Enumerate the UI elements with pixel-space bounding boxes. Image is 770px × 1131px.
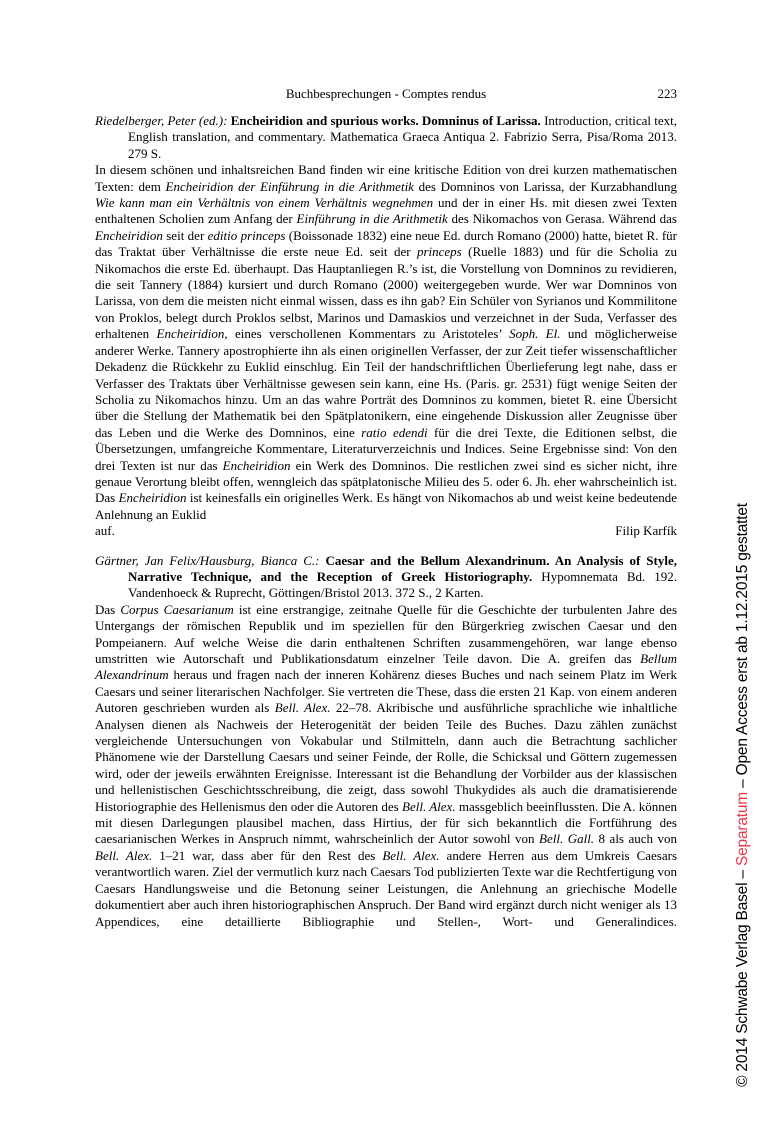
copyright-separatum-notice: © 2014 Schwabe Verlag Basel – Separatum – Open Access erst ab 1.12.2015 gestattet [734,503,751,1087]
page-number: 223 [657,86,677,101]
text-column [95,86,677,930]
review-citation: Gärtner, Jan Felix/Hausburg, Bianca C.: Caesar and the Bellum Alexandrinum. An Analysis of Style, Narrative Technique, and the Reception of Greek Historiography. Hypomnemata Bd. 192. Vandenhoeck & Ruprecht, Göttingen/Bristol 2013. 372 S., 2 Karten. [95,552,677,601]
body-last-word: auf. [95,523,115,539]
review-citation: Riedelberger, Peter (ed.): Encheiridion and spurious works. Domninus of Larissa. Introduction, critical text, English translation, and commentary. Mathematica Graeca Antiqua 2. Fabrizio Serra, Pisa/Roma 2013. 279 S. [95,113,677,161]
review-body: Das Corpus Caesarianum ist eine erstrangige, zeitnahe Quelle für die Geschichte der turbulenten Jahre des Untergangs der römischen Republik und im speziellen für den Bürgerkrieg zwischen Caesar und den Pompeianern. Auf welche Weise die darin enthaltenen Schriften zusammengehören, war lange ebenso umstritten wie Autorschaft und Publikationsdatum einzelner Teile davon. Die A. greifen das Bellum Alexandrinum heraus und fragen nach der inneren Kohärenz dieses Buches und nach seinem Platz im Werk Caesars und seiner literarischen Nachfolger. Sie vertreten die These, dass die ersten 21 Kap. von einem anderen Autoren geschrieben wurden als Bell. Alex. 22–78. Akribische und ausführliche sprachliche wie inhaltliche Analysen dienen als Nachweis der Heterogenität der beiden Teile des Buches. Dazu zählen zunächst vergleichende Untersuchungen von Vokabular und Stilmitteln, dann auch die Betrachtung sachlicher Phänomene wie der Darstellung Caesars und seiner Feinde, der Rolle, die Schicksal und Göttern zugemessen wird, oder der jeweils erwähnten Ereignisse. Interessant ist die Behandlung der Vorbilder aus der klassischen und hellenistischen Geschichtsschreibung, die zeigt, dass sowohl Thukydides als auch die dramatisierende Historiographie des Hellenismus den oder die Autoren des Bell. Alex. massgeblich beeinflussten. Die A. können mit diesen Darlegungen plausibel machen, dass Hirtius, der für sich bekanntlich die Fortführung des caesarianischen Werkes in Anspruch nimmt, wahrscheinlich der Autor sowohl von Bell. Gall. 8 als auch von Bell. Alex. 1–21 war, dass aber für den Rest des Bell. Alex. andere Herren aus dem Umkreis Caesars verantwortlich waren. Ziel der vermutlich kurz nach Caesars Tod publizierten Texte war die Rechtfertigung von Caesars Handlungsweise und die Betonung seiner Leistungen, die Anlehnung an griechische Modelle dokumentiert aber auch ihren historiographischen Anspruch. Der Band wird ergänzt durch nicht weniger als 13 Appendices, eine detaillierte Bibliographie und Stellen-, Wort- und Generalindices. [95,601,678,929]
review-body: In diesem schönen und inhaltsreichen Band finden wir eine kritische Edition von drei kurzen mathematischen Texten: dem Encheiridion der Einführung in die Arithmetik des Domninos von Larissa, der Kurzabhandlung Wie kann man ein Verhältnis von einem Verhältnis wegnehmen und der in einer Hs. mit diesen zwei Texten enthaltenen Scholien zum Anfang der Einführung in die Arithmetik des Nikomachos von Gerasa. Während das Encheiridion seit der editio princeps (Boissonade 1832) eine neue Ed. durch Romano (2000) hatte, bietet R. für das Traktat über Verhältnisse die erste neue Ed. seit der princeps (Ruelle 1883) und für die Scholia zu Nikomachos die erste Ed. überhaupt. Das Hauptanliegen R.’s ist, die Vorstellung von Domninos zu revidieren, die seit Tannery (1884) kursiert und durch Romano (2000) weitergegeben wurde. Wer war Domninos von Larissa, von dem die meisten nicht einmal wissen, dass es ihn gab? Ein Schüler von Syrianos und Kommilitone von Proklos, belegt durch Proklos selbst, Marinos und Damaskios und verzeichnet in der Suda, Verfasser des erhaltenen Encheiridion, eines verschollenen Kommentars zu Aristoteles’ Soph. El. und möglicherweise anderer Werke. Tannery apostrophierte ihn als einen originellen Verfasser, der zur Zeit tiefer wissenschaftlicher Dekadenz die Rückkehr zu Euklid einschlug. Ein Teil der handschriftlichen Überlieferung legt nahe, dass er Verfasser des Traktats über Verhältnisse gewesen sein kann, eine Hs. (Paris. gr. 2531) fügt wenige Seiten der Scholia zu Nikomachos hinzu. Um an das wahre Porträt des Domninos zu kommen, bietet R. eine Übersicht über die Stellung der Mathematik bei den Spätplatonikern, eine eingehende Diskussion aller Zeugnisse über das Leben und die Werke des Domninos, eine ratio edendi für die drei Texte, die Editionen selbst, die Übersetzungen, umfangreiche Kommentare, Literaturverzeichnis und Indices. Seine Ergebnisse sind: Von den drei Texten ist nur das Encheiridion ein Werk des Domninos. Die restlichen zwei sind es sicher nicht, ihre genaue Verortung bleibt offen, wenngleich das spätplatonische Milieu des 5. oder 6. Jh. eher wahrscheinlich ist. Das Encheiridion ist keinesfalls ein originelles Werk. Es hängt von Nikomachos ab und weist keine bedeutende Anlehnung an Euklid [95,162,678,522]
running-head: Buchbesprechungen - Comptes rendus [285,86,487,101]
reviewer-name: Filip Karfík [615,523,677,539]
book-review-gaertner-hausburg [95,553,677,930]
review-signature-line [95,523,677,539]
page-header [95,86,677,102]
book-review-riedelberger [95,113,677,540]
